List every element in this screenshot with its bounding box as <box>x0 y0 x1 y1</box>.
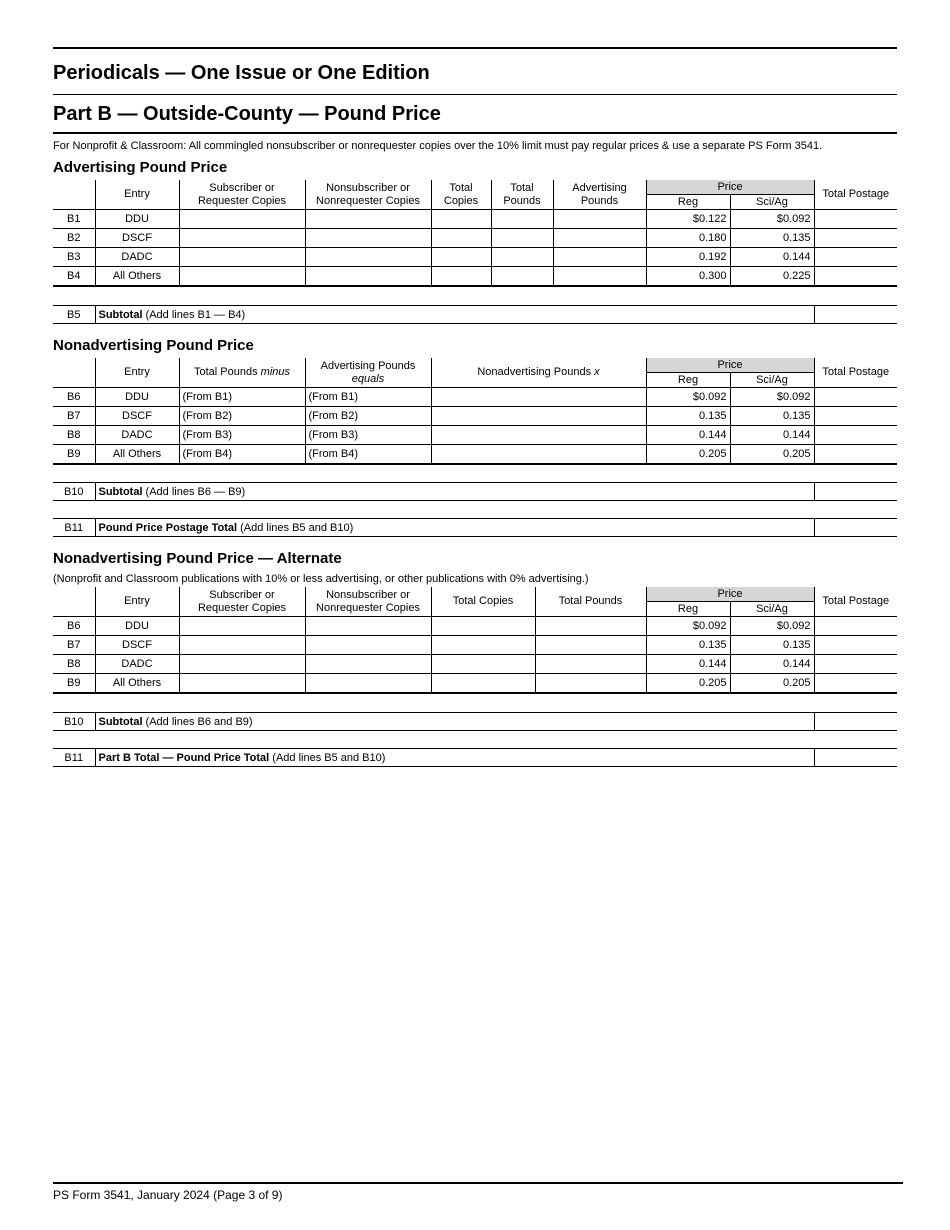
subtotal-field[interactable] <box>814 306 897 324</box>
nonprofit-note: For Nonprofit & Classroom: All commingled nonsubscriber or nonrequester copies over the 10% limit must pay regular prices & use a separate PS Form 3541. <box>53 140 823 152</box>
total-pounds-field[interactable] <box>491 210 553 229</box>
line-number: B1 <box>53 210 95 229</box>
total-postage-header: Total Postage <box>814 358 897 388</box>
advertising-pounds-field[interactable] <box>553 248 646 267</box>
total-pounds-field[interactable]: (From B4) <box>179 445 305 465</box>
sciag-price: 0.225 <box>730 267 814 287</box>
line-number: B6 <box>53 617 95 636</box>
entry-label: DDU <box>95 388 179 407</box>
subscriber-copies-field[interactable] <box>179 229 305 248</box>
reg-price: $0.122 <box>646 210 730 229</box>
entry-label: DDU <box>95 617 179 636</box>
line-number: B8 <box>53 426 95 445</box>
alternate-subtotal-row <box>53 712 897 731</box>
reg-price: $0.092 <box>646 388 730 407</box>
sciag-price: 0.135 <box>730 229 814 248</box>
table-row <box>53 445 897 465</box>
total-copies-field[interactable] <box>431 229 491 248</box>
subscriber-copies-field[interactable] <box>179 210 305 229</box>
total-field[interactable] <box>814 749 897 767</box>
reg-price: 0.192 <box>646 248 730 267</box>
total-copies-header: Total Copies <box>431 587 535 617</box>
nonsubscriber-copies-header: Nonsubscriber or Nonrequester Copies <box>305 587 431 617</box>
sciag-price: 0.135 <box>730 636 814 655</box>
sciag-price: 0.144 <box>730 655 814 674</box>
line-header <box>53 358 95 388</box>
total-copies-field[interactable] <box>431 655 535 674</box>
sciag-header: Sci/Ag <box>730 195 814 210</box>
entry-label: DADC <box>95 248 179 267</box>
subscriber-copies-field[interactable] <box>179 248 305 267</box>
total-pounds-field[interactable] <box>535 617 646 636</box>
total-pounds-field[interactable]: (From B1) <box>179 388 305 407</box>
table-row <box>53 407 897 426</box>
table-row <box>53 388 897 407</box>
part-b-total-row <box>53 748 897 767</box>
advertising-pounds-field[interactable]: (From B1) <box>305 388 431 407</box>
sciag-header: Sci/Ag <box>730 373 814 388</box>
sciag-price: 0.144 <box>730 248 814 267</box>
total-pounds-minus-header: Total Pounds minus <box>179 358 305 388</box>
nonadvertising-pounds-header: Nonadvertising Pounds x <box>431 358 646 388</box>
total-pounds-field[interactable] <box>491 248 553 267</box>
line-header <box>53 180 95 210</box>
total-postage-field[interactable] <box>814 210 897 229</box>
sciag-price: $0.092 <box>730 388 814 407</box>
subscriber-copies-field[interactable] <box>179 655 305 674</box>
total-postage-field[interactable] <box>814 674 897 694</box>
line-number: B11 <box>53 519 95 537</box>
subtotal-label: Subtotal (Add lines B6 and B9) <box>95 713 814 731</box>
total-pounds-field[interactable] <box>491 229 553 248</box>
total-postage-field[interactable] <box>814 407 897 426</box>
table-row <box>53 674 897 694</box>
line-header <box>53 587 95 617</box>
sciag-price: 0.205 <box>730 445 814 465</box>
nonadvertising-pounds-field[interactable] <box>431 388 646 407</box>
reg-price: 0.144 <box>646 426 730 445</box>
subscriber-copies-field[interactable] <box>179 636 305 655</box>
nonsubscriber-copies-field[interactable] <box>305 617 431 636</box>
advertising-pounds-field[interactable] <box>553 210 646 229</box>
subscriber-copies-header: Subscriber or Requester Copies <box>179 587 305 617</box>
advertising-subtotal-row <box>53 305 897 324</box>
table-row <box>53 267 897 287</box>
total-label: Pound Price Postage Total (Add lines B5 and B10) <box>95 519 814 537</box>
entry-label: DDU <box>95 210 179 229</box>
reg-price: 0.135 <box>646 407 730 426</box>
price-header: Price <box>646 587 814 602</box>
total-postage-field[interactable] <box>814 655 897 674</box>
total-pounds-field[interactable] <box>535 674 646 694</box>
reg-price: 0.180 <box>646 229 730 248</box>
entry-label: DSCF <box>95 636 179 655</box>
reg-price: 0.144 <box>646 655 730 674</box>
total-postage-field[interactable] <box>814 267 897 287</box>
total-copies-field[interactable] <box>431 210 491 229</box>
part-title: Part B — Outside-County — Pound Price <box>53 95 897 134</box>
subtotal-field[interactable] <box>814 713 897 731</box>
form-page <box>53 47 897 767</box>
total-postage-header: Total Postage <box>814 587 897 617</box>
reg-header: Reg <box>646 195 730 210</box>
sciag-price: $0.092 <box>730 210 814 229</box>
price-header: Price <box>646 358 814 373</box>
total-label: Part B Total — Pound Price Total (Add lines B5 and B10) <box>95 749 814 767</box>
table-row <box>53 210 897 229</box>
advertising-section-title: Advertising Pound Price <box>53 159 228 176</box>
sciag-price: 0.144 <box>730 426 814 445</box>
total-pounds-header: Total Pounds <box>535 587 646 617</box>
form-title: Periodicals — One Issue or One Edition <box>53 49 897 95</box>
total-postage-header: Total Postage <box>814 180 897 210</box>
entry-label: All Others <box>95 674 179 694</box>
nonadvertising-pounds-field[interactable] <box>431 445 646 465</box>
reg-price: 0.135 <box>646 636 730 655</box>
nonsubscriber-copies-field[interactable] <box>305 267 431 287</box>
table-row <box>53 229 897 248</box>
table-row <box>53 655 897 674</box>
nonsubscriber-copies-field[interactable] <box>305 210 431 229</box>
nonsubscriber-copies-field[interactable] <box>305 674 431 694</box>
total-field[interactable] <box>814 519 897 537</box>
total-copies-field[interactable] <box>431 617 535 636</box>
page-footer: PS Form 3541, January 2024 (Page 3 of 9) <box>53 1182 903 1202</box>
line-number: B6 <box>53 388 95 407</box>
total-postage-field[interactable] <box>814 426 897 445</box>
subscriber-copies-field[interactable] <box>179 617 305 636</box>
total-postage-field[interactable] <box>814 388 897 407</box>
total-postage-field[interactable] <box>814 229 897 248</box>
alternate-section-title: Nonadvertising Pound Price — Alternate <box>53 550 342 567</box>
nonsubscriber-copies-field[interactable] <box>305 636 431 655</box>
alternate-note: (Nonprofit and Classroom publications with 10% or less advertising, or other publications with 0% advertising.) <box>53 573 589 585</box>
subtotal-label: Subtotal (Add lines B6 — B9) <box>95 483 814 501</box>
advertising-pounds-field[interactable]: (From B4) <box>305 445 431 465</box>
total-postage-field[interactable] <box>814 617 897 636</box>
total-copies-header: Total Copies <box>431 180 491 210</box>
sciag-header: Sci/Ag <box>730 602 814 617</box>
total-pounds-field[interactable]: (From B3) <box>179 426 305 445</box>
total-pounds-field[interactable] <box>535 636 646 655</box>
reg-price: 0.205 <box>646 674 730 694</box>
subscriber-copies-field[interactable] <box>179 267 305 287</box>
total-pounds-field[interactable] <box>491 267 553 287</box>
line-number: B10 <box>53 483 95 501</box>
table-row <box>53 617 897 636</box>
entry-label: DADC <box>95 655 179 674</box>
subtotal-field[interactable] <box>814 483 897 501</box>
total-copies-field[interactable] <box>431 636 535 655</box>
line-number: B2 <box>53 229 95 248</box>
total-pounds-header: Total Pounds <box>491 180 553 210</box>
entry-label: DSCF <box>95 229 179 248</box>
nonadvertising-section-title: Nonadvertising Pound Price <box>53 337 254 354</box>
line-number: B5 <box>53 306 95 324</box>
advertising-pounds-field[interactable] <box>553 267 646 287</box>
price-header: Price <box>646 180 814 195</box>
line-number: B11 <box>53 749 95 767</box>
line-number: B7 <box>53 636 95 655</box>
advertising-table <box>53 180 897 287</box>
nonsubscriber-copies-field[interactable] <box>305 248 431 267</box>
nonadvertising-pounds-field[interactable] <box>431 426 646 445</box>
line-number: B9 <box>53 674 95 694</box>
total-copies-field[interactable] <box>431 267 491 287</box>
table-row <box>53 636 897 655</box>
nonsubscriber-copies-field[interactable] <box>305 655 431 674</box>
line-number: B4 <box>53 267 95 287</box>
table-row <box>53 426 897 445</box>
line-number: B7 <box>53 407 95 426</box>
entry-header: Entry <box>95 358 179 388</box>
total-copies-field[interactable] <box>431 674 535 694</box>
total-postage-field[interactable] <box>814 445 897 465</box>
alternate-table <box>53 587 897 694</box>
entry-label: DSCF <box>95 407 179 426</box>
total-copies-field[interactable] <box>431 248 491 267</box>
entry-label: All Others <box>95 445 179 465</box>
entry-header: Entry <box>95 180 179 210</box>
subscriber-copies-field[interactable] <box>179 674 305 694</box>
entry-label: DADC <box>95 426 179 445</box>
total-postage-field[interactable] <box>814 636 897 655</box>
subtotal-label: Subtotal (Add lines B1 — B4) <box>95 306 814 324</box>
advertising-pounds-equals-header: Advertising Pounds equals <box>305 358 431 388</box>
advertising-pounds-field[interactable] <box>553 229 646 248</box>
total-pounds-field[interactable]: (From B2) <box>179 407 305 426</box>
sciag-price: $0.092 <box>730 617 814 636</box>
reg-price: 0.205 <box>646 445 730 465</box>
total-pounds-field[interactable] <box>535 655 646 674</box>
entry-header: Entry <box>95 587 179 617</box>
reg-price: 0.300 <box>646 267 730 287</box>
sciag-price: 0.135 <box>730 407 814 426</box>
line-number: B9 <box>53 445 95 465</box>
reg-header: Reg <box>646 602 730 617</box>
nonadvertising-table <box>53 358 897 465</box>
sciag-price: 0.205 <box>730 674 814 694</box>
advertising-pounds-header: Advertising Pounds <box>553 180 646 210</box>
advertising-pounds-field[interactable]: (From B2) <box>305 407 431 426</box>
total-postage-field[interactable] <box>814 248 897 267</box>
entry-label: All Others <box>95 267 179 287</box>
line-number: B8 <box>53 655 95 674</box>
table-row <box>53 248 897 267</box>
reg-header: Reg <box>646 373 730 388</box>
nonsubscriber-copies-field[interactable] <box>305 229 431 248</box>
line-number: B3 <box>53 248 95 267</box>
pound-price-postage-total-row <box>53 518 897 537</box>
subscriber-copies-header: Subscriber or Requester Copies <box>179 180 305 210</box>
nonadvertising-pounds-field[interactable] <box>431 407 646 426</box>
advertising-pounds-field[interactable]: (From B3) <box>305 426 431 445</box>
nonsubscriber-copies-header: Nonsubscriber or Nonrequester Copies <box>305 180 431 210</box>
nonadvertising-subtotal-row <box>53 482 897 501</box>
reg-price: $0.092 <box>646 617 730 636</box>
line-number: B10 <box>53 713 95 731</box>
